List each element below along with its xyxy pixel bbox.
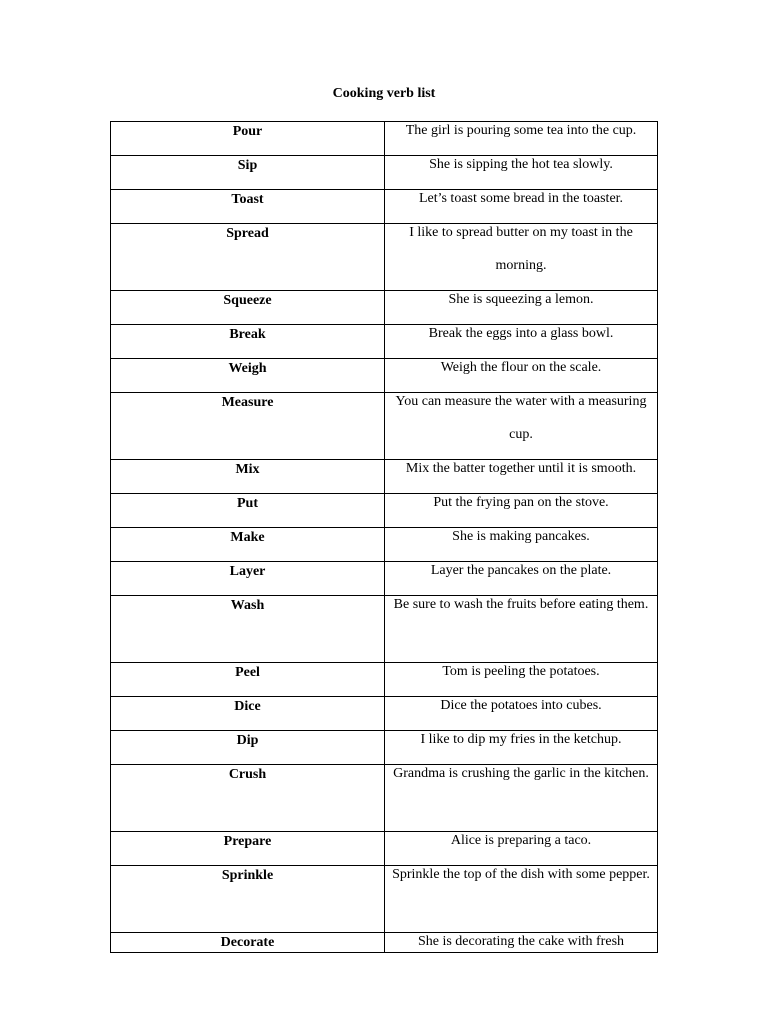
page-title: Cooking verb list <box>332 86 436 101</box>
example-text: Put the frying pan on the stove. <box>433 495 609 510</box>
table-row <box>111 224 658 291</box>
example-text: The girl is pouring some tea into the cup. <box>405 123 637 138</box>
example-text: She is making pancakes. <box>452 529 590 544</box>
verb-cell: Wash <box>111 596 385 663</box>
verb-cell: Decorate <box>111 933 385 953</box>
example-text: Sprinkle the top of the dish with some pepper. <box>392 867 650 882</box>
verb-cell: Sprinkle <box>111 866 385 933</box>
verb-cell: Crush <box>111 765 385 832</box>
table-row <box>111 765 658 832</box>
verb-cell: Prepare <box>111 832 385 866</box>
example-text: Mix the batter together until it is smooth. <box>405 461 637 476</box>
example-text: Tom is peeling the potatoes. <box>442 664 600 679</box>
verb-cell: Spread <box>111 224 385 291</box>
verb-cell: Mix <box>111 460 385 494</box>
example-text: She is decorating the cake with fresh <box>417 934 625 949</box>
example-text: Layer the pancakes on the plate. <box>430 563 612 578</box>
example-text: Weigh the flour on the scale. <box>440 360 602 375</box>
verb-cell: Pour <box>111 122 385 156</box>
table-row <box>111 866 658 933</box>
example-cell <box>385 933 658 953</box>
verb-cell: Put <box>111 494 385 528</box>
example-text: I like to dip my fries in the ketchup. <box>420 732 622 747</box>
example-text: Break the eggs into a glass bowl. <box>428 326 614 341</box>
verb-cell: Break <box>111 325 385 359</box>
table-row <box>111 596 658 663</box>
example-text: Be sure to wash the fruits before eating them. <box>393 597 649 612</box>
example-text: Grandma is crushing the garlic in the kitchen. <box>393 766 649 781</box>
verb-cell: Weigh <box>111 359 385 393</box>
table-row <box>111 933 658 953</box>
verb-cell: Squeeze <box>111 291 385 325</box>
verb-cell: Toast <box>111 190 385 224</box>
verb-cell: Sip <box>111 156 385 190</box>
verb-cell: Dice <box>111 697 385 731</box>
example-cell <box>385 224 658 291</box>
verb-cell: Peel <box>111 663 385 697</box>
verb-cell: Layer <box>111 562 385 596</box>
example-cell <box>385 393 658 460</box>
verb-table <box>110 121 658 953</box>
example-cell <box>385 866 658 933</box>
example-text: Alice is preparing a taco. <box>450 833 592 848</box>
example-text: She is sipping the hot tea slowly. <box>429 157 613 172</box>
example-text: You can measure the water with a measuring cup. <box>395 394 647 442</box>
table-row <box>111 393 658 460</box>
verb-cell: Measure <box>111 393 385 460</box>
verb-cell: Make <box>111 528 385 562</box>
example-text: I like to spread butter on my toast in the morning. <box>409 225 633 273</box>
example-text: Dice the potatoes into cubes. <box>440 698 602 713</box>
example-text: She is squeezing a lemon. <box>448 292 594 307</box>
verb-cell: Dip <box>111 731 385 765</box>
example-text: Let’s toast some bread in the toaster. <box>418 191 624 206</box>
example-cell <box>385 765 658 832</box>
example-cell <box>385 596 658 663</box>
